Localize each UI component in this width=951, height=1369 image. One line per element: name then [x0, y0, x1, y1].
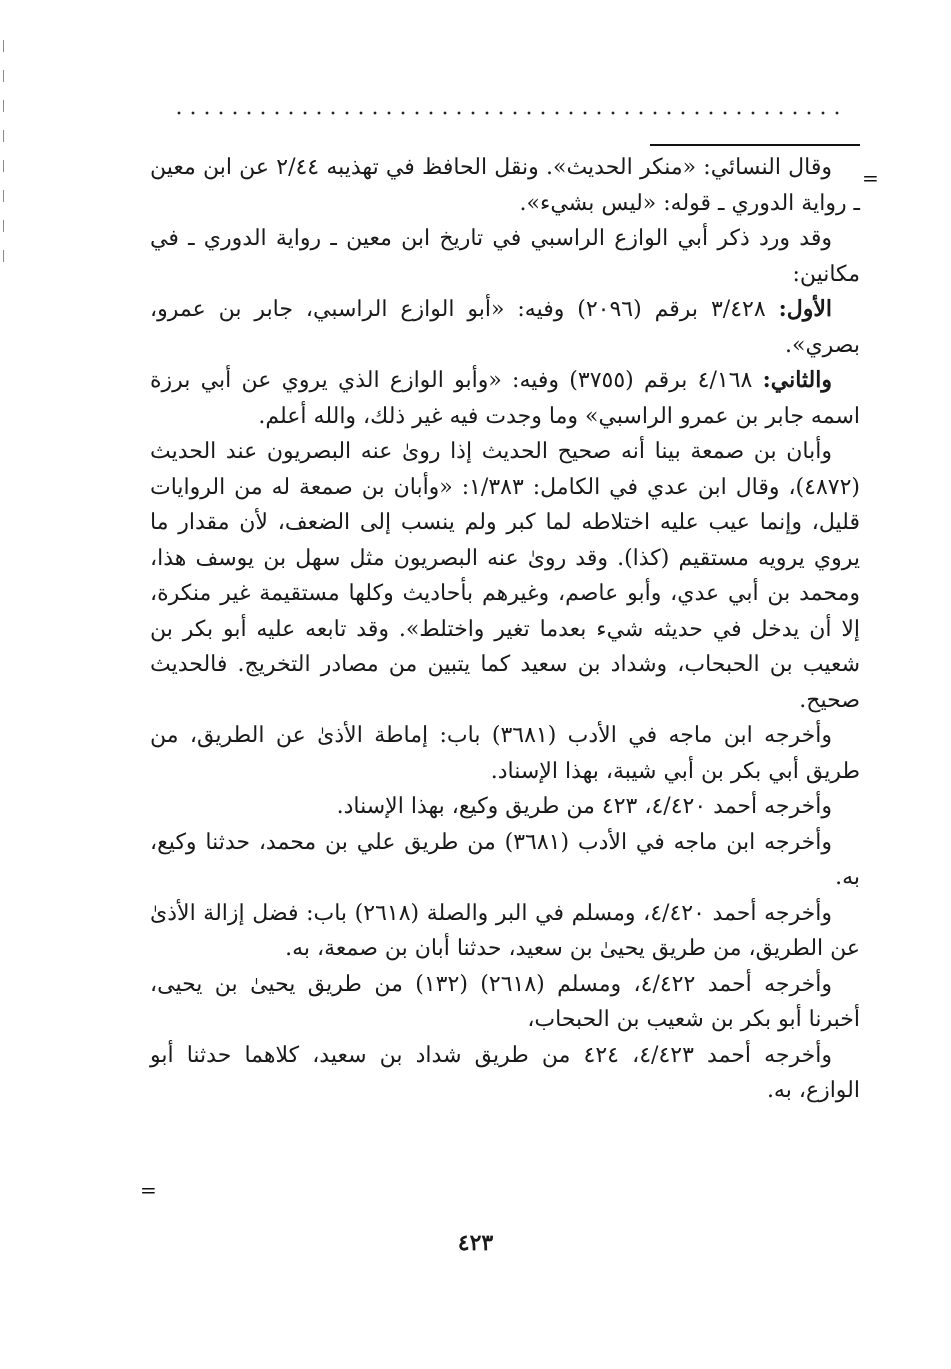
- paragraph-ahmad-shaddad: [150, 1038, 860, 1109]
- paragraph-ahmad-muslim: [150, 896, 860, 967]
- paragraph-aban: [150, 434, 860, 718]
- page-number: ٤٢٣: [457, 1230, 494, 1256]
- paragraph-text: وأخرجه أحمد ٤/٤٢٠، ومسلم في البر والصلة (٢٦١٨) باب: فضل إزالة الأذىٰ عن الطريق، من طريق يحيىٰ بن سعيد، حدثنا أبان بن صمعة، به.: [150, 900, 860, 961]
- paragraph-ahmad-muslim-2: [150, 967, 860, 1038]
- paragraph-text: وأخرجه أحمد ٤/٤٢٣، ٤٢٤ من طريق شداد بن سعيد، كلاهما حدثنا أبو الوازع، به.: [150, 1042, 860, 1103]
- paragraph-text: وأخرجه ابن ماجه في الأدب (٣٦٨١) من طريق علي بن محمد، حدثنا وكيع، به.: [150, 829, 860, 890]
- paragraph-first-place: [150, 292, 860, 363]
- dotted-separator: [172, 108, 842, 118]
- paragraph-ibn-majah: [150, 718, 860, 789]
- footnote-rule: [650, 144, 860, 146]
- paragraph-text: ٣/٤٢٨ برقم (٢٠٩٦) وفيه: «أبو الوازع الراسبي، جابر بن عمرو، بصري».: [150, 297, 860, 358]
- paragraph-nasai: [150, 150, 860, 221]
- paragraph-text: وأبان بن صمعة بينا أنه صحيح الحديث إذا روىٰ عنه البصريون عند الحديث (٤٨٧٢)، وقال ابن عدي في الكامل: ١/٣٨٣: «وأبان بن صمعة له من الروايات قليل، وإنما عيب عليه اختلاطه لما كبر ولم ينسب إلى الضعف، لأن مقدار ما يروي يرويه مستقيم (كذا). وقد روىٰ عنه البصريون مثل سهل بن يوسف هذا، ومحمد بن أبي عدي، وأبو عاصم، وغيرهم بأحاديث وكلها مستقيمة غير منكرة، إلا أن يدخل في حديثه شيء بعدما تغير واختلط». وقد تابعه عليه أبو بكر بن شعيب بن الحبحاب، وشداد بن سعيد كما يتبين من مصادر التخريج. فالحديث صحيح.: [150, 439, 860, 713]
- paragraph-second-place: [150, 363, 860, 434]
- paragraph-ibn-majah-ali: [150, 825, 860, 896]
- paragraph-text: وأخرجه أحمد ٤/٤٢٢، ومسلم (٢٦١٨) (١٣٢) من طريق يحيىٰ بن يحيى، أخبرنا أبو بكر بن شعيب بن الحبحاب،: [150, 971, 860, 1032]
- footnote-text: [150, 150, 860, 1230]
- paragraph-lead: والثاني:: [762, 367, 832, 393]
- continuation-mark-bottom: =: [140, 1178, 157, 1202]
- scan-edge-marks: [3, 40, 5, 300]
- paragraph-text: وأخرجه ابن ماجه في الأدب (٣٦٨١) باب: إماطة الأذىٰ عن الطريق، من طريق أبي بكر بن أبي شيبة، بهذا الإسناد.: [150, 723, 860, 784]
- paragraph-text: وقال النسائي: «منكر الحديث». ونقل الحافظ في تهذيبه ٢/٤٤ عن ابن معين ـ رواية الدوري ـ قوله: «ليس بشيء».: [150, 155, 860, 216]
- paragraph-text: وأخرجه أحمد ٤/٤٢٠، ٤٢٣ من طريق وكيع، بهذا الإسناد.: [336, 794, 832, 819]
- continuation-mark-top: =: [862, 166, 879, 190]
- paragraph-tarikh: [150, 221, 860, 292]
- paragraph-text: وقد ورد ذكر أبي الوازع الراسبي في تاريخ ابن معين ـ رواية الدوري ـ في مكانين:: [150, 226, 860, 287]
- paragraph-ahmad-waki: [150, 789, 860, 825]
- paragraph-lead: الأول:: [778, 296, 832, 322]
- paragraph-text: ٤/١٦٨ برقم (٣٧٥٥) وفيه: «وأبو الوازع الذي يروي عن أبي برزة اسمه جابر بن عمرو الراسبي» وما وجدت فيه غير ذلك، والله أعلم.: [150, 368, 860, 429]
